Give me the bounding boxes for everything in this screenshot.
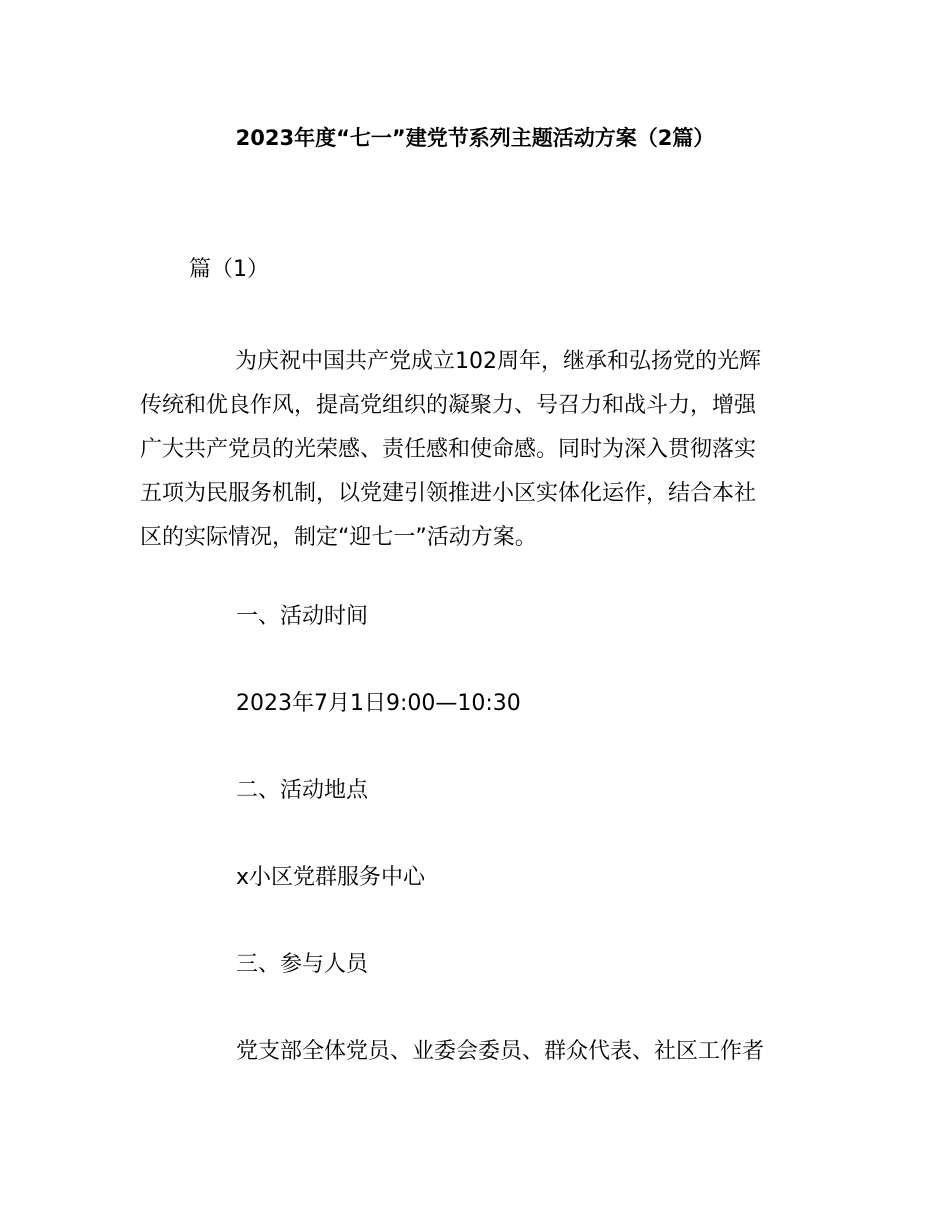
section-heading-time: 一、活动时间	[236, 604, 369, 629]
document-title: 2023年度“七一”建党节系列主题活动方案（2篇）	[235, 126, 715, 150]
intro-line: 五项为民服务机制，以党建引领推进小区实体化运作，结合本社	[140, 481, 757, 506]
section-content-location: x小区党群服务中心	[236, 865, 426, 890]
section-heading-location: 二、活动地点	[236, 778, 369, 803]
intro-line: 传统和优良作风，提高党组织的凝聚力、号召力和战斗力，增强	[140, 393, 757, 418]
section-content-time: 2023年7月1日9:00—10:30	[236, 691, 521, 716]
section-content-participants: 党支部全体党员、业委会委员、群众代表、社区工作者	[236, 1039, 765, 1064]
intro-line: 广大共产党员的光荣感、责任感和使命感。同时为深入贯彻落实	[140, 437, 757, 462]
intro-line: 为庆祝中国共产党成立102周年，继承和弘扬党的光辉	[235, 349, 761, 374]
section-heading-participants: 三、参与人员	[236, 952, 369, 977]
intro-line: 区的实际情况，制定“迎七一”活动方案。	[140, 525, 537, 550]
intro-paragraph	[140, 340, 805, 560]
part-label: 篇（1）	[189, 257, 269, 282]
